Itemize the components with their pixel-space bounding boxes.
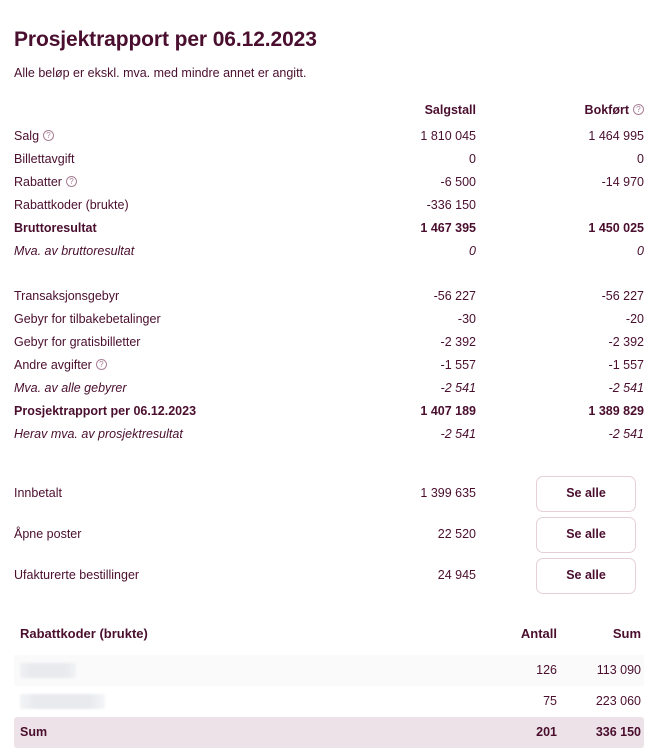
statement-row-label <box>14 377 380 400</box>
statement-row-bokfort: -14 970 <box>601 175 644 189</box>
statement-row-salgstall: -30 <box>457 312 476 326</box>
action-button-cell <box>476 558 644 594</box>
statement-row-label <box>14 308 380 331</box>
statement-row-bokfort: 0 <box>637 152 644 166</box>
info-icon[interactable] <box>43 130 54 141</box>
codes-row-count: 201 <box>414 717 560 748</box>
statement-row-bokfort: -1 557 <box>608 358 644 372</box>
statement-row <box>14 423 644 446</box>
statement-row-label-text: Prosjektrapport per 06.12.2023 <box>14 404 197 418</box>
statement-row-bokfort: 1 450 025 <box>588 221 644 235</box>
info-icon[interactable] <box>96 359 107 370</box>
discount-codes-body <box>14 655 644 748</box>
statement-header <box>14 101 644 125</box>
statement-row <box>14 331 644 354</box>
statement-col-label <box>14 101 380 125</box>
discount-codes-header-row <box>14 626 644 655</box>
statement-row-bokfort: 1 464 995 <box>588 129 644 143</box>
statement-row-label-text: Herav mva. av prosjektresultat <box>14 427 183 441</box>
statement-col-bokfort <box>476 101 644 125</box>
statement-body <box>14 125 644 446</box>
statement-row-label-text: Bruttoresultat <box>14 221 97 235</box>
redacted-code-name <box>20 694 105 709</box>
statement-row-salgstall: -2 392 <box>440 335 476 349</box>
statement-row-bokfort: -2 541 <box>608 427 644 441</box>
statement-row-salgstall: -56 227 <box>433 289 476 303</box>
action-row <box>14 473 644 514</box>
codes-row-name <box>14 655 414 686</box>
action-row <box>14 514 644 555</box>
statement-row-label <box>14 171 380 194</box>
statement-row-bokfort: 0 <box>637 244 644 258</box>
statement-row-salgstall: -2 541 <box>440 427 476 441</box>
redacted-code-name <box>20 663 76 678</box>
action-row <box>14 555 644 596</box>
statement-row <box>14 125 644 148</box>
statement-row-bokfort <box>476 194 644 217</box>
statement-row-label <box>14 125 380 148</box>
action-row-value: 22 520 <box>437 527 476 541</box>
codes-table-row <box>14 686 644 717</box>
statement-row-label <box>14 194 380 217</box>
codes-row-count: 75 <box>543 694 557 708</box>
action-row-label: Ufakturerte bestillinger <box>14 568 140 582</box>
statement-row-label-text: Rabatter <box>14 175 62 189</box>
statement-col-bokfort-label: Bokført <box>584 102 629 117</box>
statement-row <box>14 377 644 400</box>
statement-row-salgstall: -1 557 <box>440 358 476 372</box>
statement-row <box>14 285 644 308</box>
codes-sum-row <box>14 717 644 748</box>
action-row-label: Åpne poster <box>14 527 82 541</box>
statement-row-label-text: Mva. av alle gebyrer <box>14 381 127 395</box>
codes-col-name: Rabattkoder (brukte) <box>20 626 148 641</box>
codes-col-sum: Sum <box>612 626 641 641</box>
statement-row <box>14 354 644 377</box>
statement-row <box>14 240 644 263</box>
statement-row-label <box>14 240 380 263</box>
see-all-button[interactable]: Se alle <box>536 517 636 553</box>
codes-row-count: 126 <box>414 655 560 686</box>
statement-row-salgstall: 0 <box>469 244 476 258</box>
statement-row-label-text: Rabattkoder (brukte) <box>14 198 129 212</box>
action-rows <box>14 473 644 596</box>
statement-row-bokfort: -2 541 <box>608 381 644 395</box>
codes-row-sum: 113 090 <box>560 655 644 686</box>
discount-codes-table <box>14 626 644 748</box>
action-row-value: 24 945 <box>437 568 476 582</box>
codes-row-name: Sum <box>14 717 414 748</box>
statement-row-label-text: Salg <box>14 129 40 143</box>
statement-row <box>14 148 644 171</box>
statement-row-label-text: Transaksjonsgebyr <box>14 289 120 303</box>
statement-row-label <box>14 285 380 308</box>
statement-row-bokfort: -2 392 <box>608 335 644 349</box>
action-row-value: 1 399 635 <box>420 486 476 500</box>
info-icon[interactable] <box>633 104 644 115</box>
statement-row-salgstall: -336 150 <box>426 198 476 212</box>
codes-col-antall: Antall <box>520 626 557 641</box>
statement-row <box>14 217 644 240</box>
discount-codes-header <box>14 626 644 655</box>
statement-row-salgstall: 0 <box>469 152 476 166</box>
statement-row <box>14 400 644 423</box>
statement-row-salgstall: 1 810 045 <box>420 129 476 143</box>
statement-row-label <box>14 400 380 423</box>
statement-row-salgstall: -6 500 <box>440 175 476 189</box>
statement-header-row <box>14 101 644 125</box>
statement-row <box>14 194 644 217</box>
info-icon[interactable] <box>66 176 77 187</box>
codes-row-sum: 223 060 <box>595 694 641 708</box>
statement-row-label <box>14 423 380 446</box>
statement-row-bokfort: 1 389 829 <box>588 404 644 418</box>
statement-row-label <box>14 331 380 354</box>
discount-codes-section <box>14 626 644 748</box>
statement-row <box>14 171 644 194</box>
spacer-cell <box>14 263 644 285</box>
statement-row-label-text: Billettavgift <box>14 152 75 166</box>
statement-row-salgstall: -2 541 <box>440 381 476 395</box>
see-all-button[interactable]: Se alle <box>536 476 636 512</box>
codes-row-name <box>14 686 414 717</box>
statement-row-label-text: Gebyr for tilbakebetalinger <box>14 312 161 326</box>
statement-row-bokfort: -20 <box>625 312 644 326</box>
page-subtitle: Alle beløp er ekskl. mva. med mindre annet er angitt. <box>14 66 307 80</box>
see-all-button[interactable]: Se alle <box>536 558 636 594</box>
action-button-cell <box>476 476 644 512</box>
statement-row-label-text: Mva. av bruttoresultat <box>14 244 135 258</box>
statement-spacer-row <box>14 263 644 285</box>
codes-table-row <box>14 655 644 686</box>
statement-row-label-text: Gebyr for gratisbilletter <box>14 335 141 349</box>
statement-table <box>14 101 644 446</box>
action-button-cell <box>476 517 644 553</box>
statement-row <box>14 308 644 331</box>
statement-row-label <box>14 148 380 171</box>
action-row-label: Innbetalt <box>14 486 62 500</box>
statement-row-label <box>14 354 380 377</box>
statement-row-salgstall: 1 407 189 <box>420 404 476 418</box>
codes-row-sum: 336 150 <box>560 717 644 748</box>
statement-row-bokfort: -56 227 <box>601 289 644 303</box>
statement-col-salgstall: Salgstall <box>424 102 476 117</box>
statement-row-salgstall: 1 467 395 <box>420 221 476 235</box>
statement-row-label-text: Andre avgifter <box>14 358 92 372</box>
statement-row-label <box>14 217 380 240</box>
page-title: Prosjektrapport per 06.12.2023 <box>14 28 317 51</box>
